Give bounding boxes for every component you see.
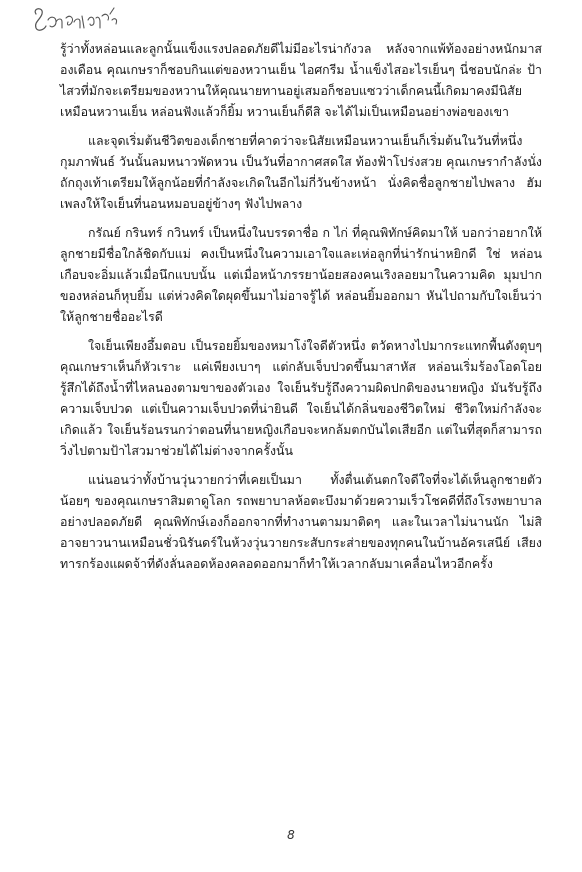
paragraph: รู้ว่าทั้งหล่อนและลูกนั้นแข็งแรงปลอดภัยดีไม่มีอะไรน่ากังวล หลังจากแพ้ท้องอย่างหนักมาสองเดือน คุณเกษราก็ชอบกินแต่ของหวานเย็น ไอศกรีม น้ำแข็งไสอะไรเย็นๆ นี่ชอบนักล่ะ ป้าไสวที่มักจะเตรียมของหวานให้คุณนายทานอยู่เสมอก็ชอบแซวว่าเด็กคนนี้เกิดมาคงมีนิสัยเหมือนหวานเย็น หล่อนฟังแล้วก็ยิ้ม หวานเย็นก็ดีสิ จะได้ไม่เป็นเหมือนอย่างพ่อของเขา [60,41,542,119]
paragraph: และจุดเริ่มต้นชีวิตของเด็กชายที่คาดว่าจะนิสัยเหมือนหวานเย็นก็เริ่มต้นในวันที่หนึ่งกุมภาพันธ์ วันนั้นลมหนาวพัดหวน เป็นวันที่อากาศสดใส ท้องฟ้าโปร่งสวย คุณเกษรากำลังนั่งถักถุงเท้าเตรียมให้ลูกน้อยที่กำลังจะเกิดในอีกไม่กี่วันข้างหน้า นั่งคิดชื่อลูกชายไปพลาง ฮัมเพลงให้ใจเย็นที่นอนหมอบอยู่ข้างๆ ฟังไปพลาง [60,133,542,211]
body-text [60,38,542,582]
handwritten-logo-icon [30,4,122,34]
header-logo [30,4,122,34]
paragraph: กรัณย์ กรินทร์ กวินทร์ เป็นหนึ่งในบรรดาชื่อ ก ไก่ ที่คุณพิทักษ์คิดมาให้ บอกว่าอยากให้ลูกชายมีชื่อใกล้ชิดกับแม่ คงเป็นหนึ่งในความเอาใจและเห่อลูกที่น่ารักน่าหยิกดี ใช่ หล่อนเกือบจะอิ่มแล้วเมื่อนึกแบบนั้น แต่เมื่อหน้าภรรยาน้อยสองคนเริงลอยมาในความคิด มุมปากของหล่อนก็หุบยิ้ม แต่ห่วงคิดใดผุดขึ้นมาไม่อาจรู้ได้ หล่อนยิ้มออกมา หันไปถามกับใจเย็นว่าให้ลูกชายชื่ออะไรดี [60,225,542,324]
page-number: 8 [287,828,295,842]
paragraph: แน่นอนว่าทั้งบ้านวุ่นวายกว่าที่เคยเป็นมา ทั้งตื่นเต้นตกใจดีใจที่จะได้เห็นลูกชายตัวน้อยๆ ของคุณเกษราสิมตาดูโลก รถพยาบาลห้อตะบึงมาด้วยความเร็วโชคดีที่ถึงโรงพยาบาลอย่างปลอดภัยดี คุณพิทักษ์เองก็ออกจากที่ทำงานตามมาติดๆ และในเวลาไม่นานนัก ไม่สิ อาจยาวนานเหมือนชั่วนิรันดร์ในห้วงวุ่นวายกระสับกระส่ายของทุกคนในบ้านอัครเสนีย์ เสียงทารกร้องแผดจ้าที่ดังลั่นลอดห้องคลอดออกมาก็ทำให้เวลากลับมาเคลื่อนไหวอีกครั้ง [60,472,542,571]
paragraph: ใจเย็นเพียงอึ้มตอบ เป็นรอยยิ้มของหมาโง่ใจดีตัวหนึ่ง ตวัดหางไปมากระแทกพื้นดังตุบๆ คุณเกษราเห็นก็หัวเราะ แค่เพียงเบาๆ แต่กลับเจ็บปวดขึ้นมาสาหัส หล่อนเริ่มร้องโอดโอย รู้สึกได้ถึงน้ำที่ไหลนองตามขาของตัวเอง ใจเย็นรับรู้ถึงความผิดปกติของนายหญิง มันรับรู้ถึงความเจ็บปวด แต่เป็นความเจ็บปวดที่น่ายินดี ใจเย็นได้กลิ่นของชีวิตใหม่ ชีวิตใหม่กำลังจะเกิดแล้ว ใจเย็นร้อนรนกว่าตอนที่นายหญิงเกือบจะหกล้มตกบันไดเสียอีก แต่ในที่สุดก็สามารถวิ่งไปตามป้าไสวมาช่วยได้ไม่ต่างจากครั้งนั้น [60,338,542,458]
